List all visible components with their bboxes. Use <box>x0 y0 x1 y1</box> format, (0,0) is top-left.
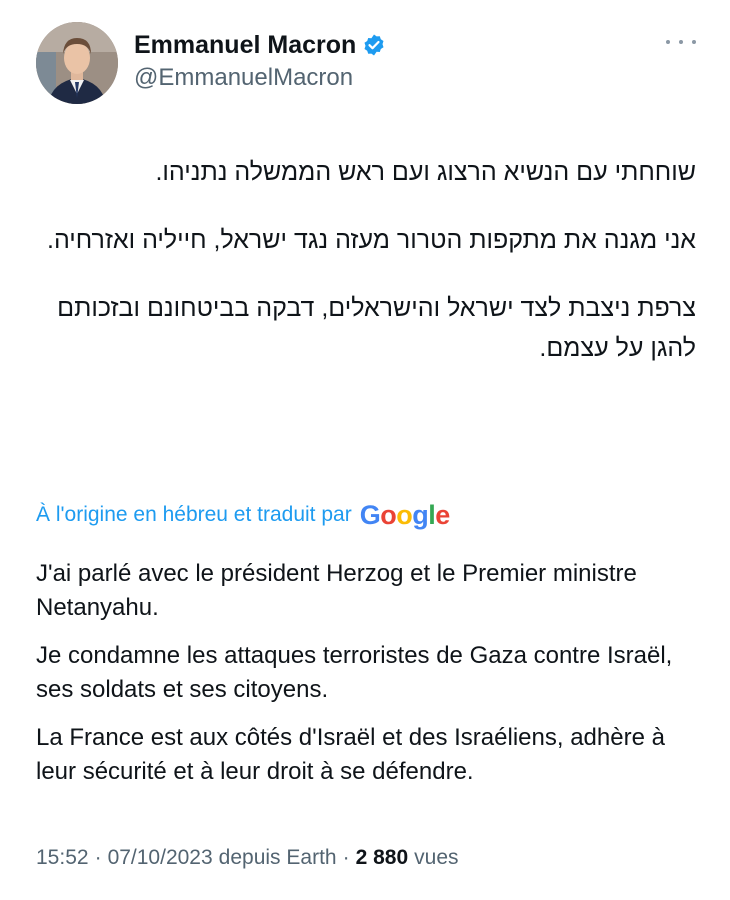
tweet-header <box>36 22 696 112</box>
meta-separator: · <box>342 846 350 869</box>
translation-attribution[interactable] <box>36 495 450 535</box>
hebrew-paragraph-3: צרפת ניצבת לצד ישראל והישראלים, דבקה בביטחונם ובזכותם להגן על עצמם. <box>57 294 696 362</box>
french-paragraph-2: Je condamne les attaques terroristes de Gaza contre Israël, ses soldats et ses citoyens. <box>36 642 673 703</box>
tweet-date[interactable]: 07/10/2023 <box>107 846 213 869</box>
avatar-portrait-image <box>36 22 118 104</box>
display-name-row <box>134 28 386 62</box>
more-dot <box>666 40 670 44</box>
google-logo-letter: G <box>359 499 381 530</box>
tweet-meta <box>36 846 459 870</box>
views-count[interactable]: 2 880 <box>355 846 409 869</box>
french-paragraph-3: La France est aux côtés d'Israël et des Israéliens, adhère à leur sécurité et à leur droit à se défendre. <box>36 724 665 785</box>
more-dot <box>679 40 683 44</box>
tweet-source: depuis Earth <box>218 846 337 869</box>
french-paragraph-1: J'ai parlé avec le président Herzog et le Premier ministre Netanyahu. <box>36 560 637 621</box>
google-logo-letter: g <box>412 499 429 530</box>
author-avatar[interactable] <box>36 22 118 104</box>
google-logo <box>360 500 450 531</box>
author-display-name[interactable]: Emmanuel Macron <box>134 30 357 59</box>
views-label: vues <box>414 846 459 869</box>
tweet-time[interactable]: 15:52 <box>36 846 89 869</box>
author-handle[interactable]: @EmmanuelMacron <box>134 64 354 91</box>
original-hebrew-text <box>36 152 696 396</box>
hebrew-paragraph-1: שוחחתי עם הנשיא הרצוג ועם ראש הממשלה נתניהו. <box>155 158 696 186</box>
google-logo-letter: l <box>428 499 436 530</box>
translated-text <box>36 557 696 803</box>
google-logo-letter: o <box>380 499 397 530</box>
author-names <box>134 28 386 92</box>
more-options-icon[interactable] <box>666 32 696 52</box>
more-dot <box>692 40 696 44</box>
translation-note-text[interactable]: À l'origine en hébreu et traduit par <box>36 503 352 526</box>
google-logo-letter: o <box>396 499 413 530</box>
verified-badge-icon[interactable] <box>362 33 386 57</box>
google-logo-letter: e <box>435 499 450 530</box>
meta-separator: · <box>94 846 102 869</box>
hebrew-paragraph-2: אני מגנה את מתקפות הטרור מעזה נגד ישראל, חייליה ואזרחיה. <box>47 226 696 254</box>
